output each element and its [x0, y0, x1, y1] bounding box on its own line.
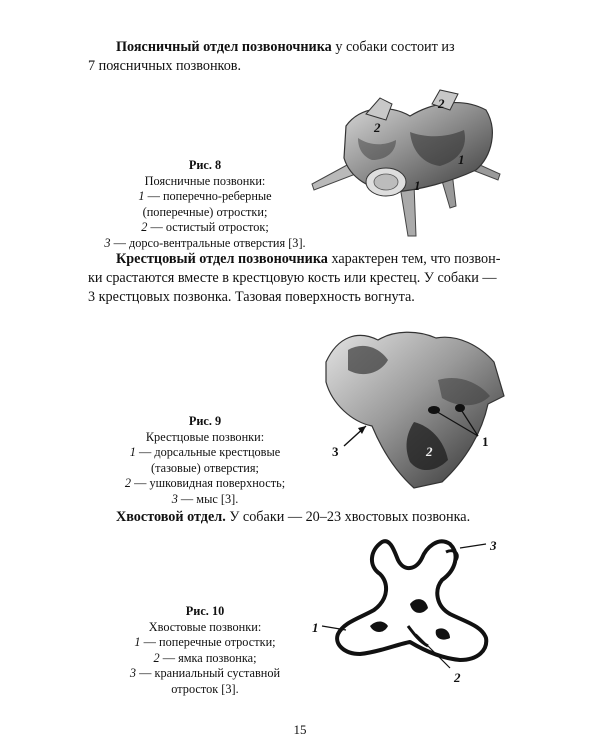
lead-lumbar: Поясничный отдел позвоночника: [116, 39, 332, 55]
fig9-item: 1 — дорсальные крестцовые: [129, 445, 281, 459]
para2-line1: характерен тем, что позвон-: [327, 251, 501, 267]
fig9-item: (тазовые) отверстия;: [151, 460, 259, 475]
figure-10-caption: [100, 604, 310, 697]
fig8-title: Поясничные позвонки:: [144, 173, 266, 188]
fig9-title: Крестцовые позвонки:: [145, 429, 265, 444]
fig10-label-1: 1: [312, 620, 319, 635]
para2-line2: ки срастаются вместе в крестцовую кость или крестец. У собаки —: [88, 270, 497, 286]
figure-10-caudal-vertebrae: [310, 530, 520, 690]
figure-8-caption: [90, 158, 320, 251]
lead-sacral: Крестцовый отдел позвоночника: [116, 251, 328, 267]
fig8-item: 2 — остистый отросток;: [141, 220, 269, 234]
fig9-number: Рис. 9: [188, 414, 222, 428]
figure-9-sacral-vertebrae: [318, 322, 518, 492]
paragraph-sacral: [88, 250, 516, 307]
page-number: 15: [293, 722, 307, 737]
fig10-label-2: 2: [454, 670, 461, 685]
paragraph-caudal: [88, 508, 516, 527]
fig8-item: (поперечные) отростки;: [142, 204, 268, 219]
para3-rest: У собаки — 20–23 хвостовых позвонка.: [225, 509, 471, 525]
lead-caudal: Хвостовой отдел.: [116, 509, 226, 525]
fig8-number: Рис. 8: [188, 158, 222, 172]
fig8-item: 3 — дорсо-вентральные отверстия [3].: [104, 235, 306, 250]
fig8-label-1b: 1: [414, 178, 421, 193]
fig10-title: Хвостовые позвонки:: [148, 619, 262, 634]
fig8-label-2b: 2: [374, 120, 381, 135]
fig9-item: 2 — ушковидная поверхность;: [124, 476, 286, 490]
fig9-item: 3 — мыс [3].: [171, 491, 239, 506]
fig8-label-2a: 2: [438, 96, 445, 111]
fig9-label-3: 3: [332, 444, 339, 459]
paragraph-lumbar: [88, 38, 516, 76]
fig10-item: 1 — поперечные отростки;: [134, 635, 276, 649]
fig9-label-2: 2: [426, 444, 433, 459]
para1-line1: у собаки состоит из: [331, 39, 455, 55]
figure-8-lumbar-vertebrae: [300, 86, 510, 246]
fig8-label-1a: 1: [458, 152, 465, 167]
fig8-item: 1 — поперечно-реберные: [138, 189, 272, 203]
para1-line2: 7 поясничных позвонков.: [88, 58, 242, 74]
fig10-number: Рис. 10: [185, 604, 225, 618]
fig10-item: 3 — краниальный суставной: [129, 666, 281, 680]
figure-9-caption: [100, 414, 310, 507]
para2-line3: 3 крестцовых позвонка. Тазовая поверхность вогнута.: [88, 289, 415, 305]
fig9-label-1: 1: [482, 434, 489, 449]
fig10-item: отросток [3].: [171, 681, 239, 696]
fig10-item: 2 — ямка позвонка;: [153, 650, 257, 665]
fig10-label-3: 3: [490, 538, 497, 553]
